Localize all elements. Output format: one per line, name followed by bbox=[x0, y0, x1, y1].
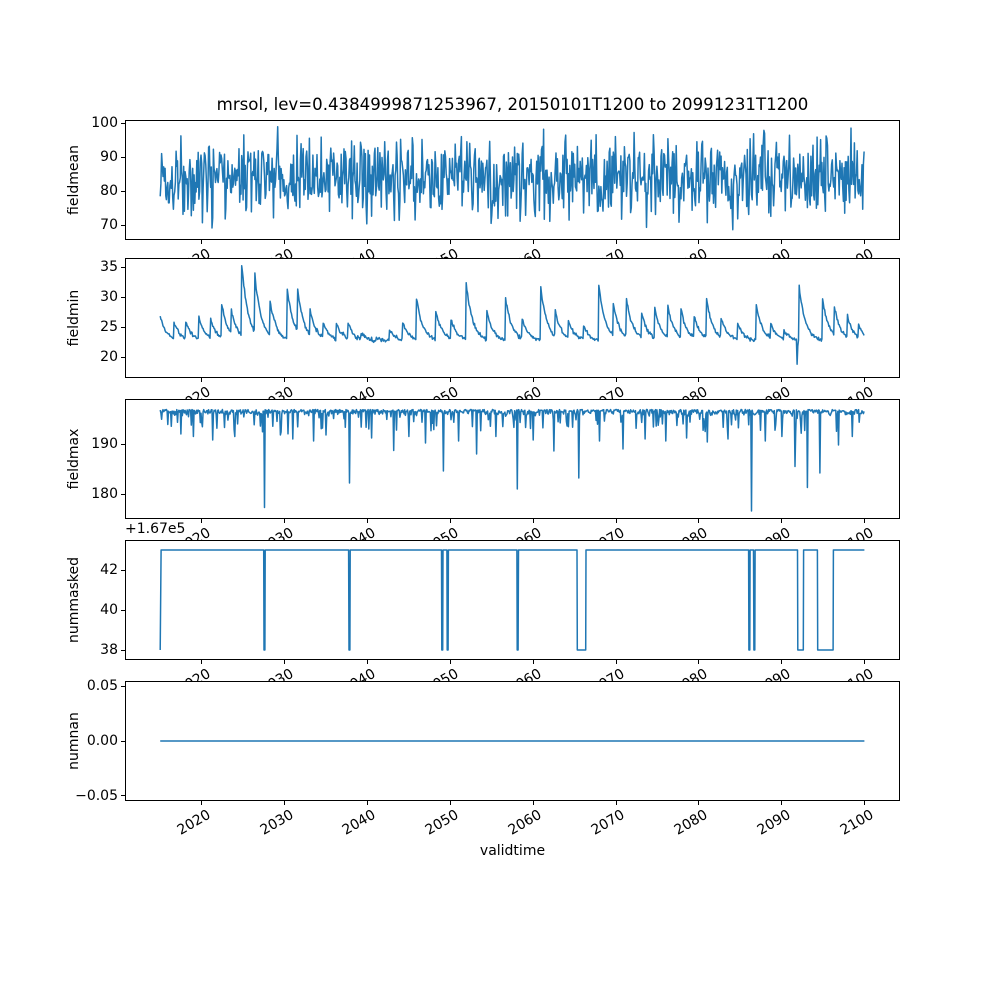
x-tick-mark bbox=[781, 378, 782, 382]
x-tick-mark bbox=[698, 660, 699, 664]
y-tick-label: 25 bbox=[100, 319, 118, 335]
x-tick-mark bbox=[781, 519, 782, 523]
y-tick-label: 38 bbox=[100, 642, 118, 658]
x-tick-mark bbox=[616, 519, 617, 523]
nummasked-plot-area bbox=[125, 540, 900, 660]
x-tick-mark bbox=[781, 240, 782, 244]
x-tick-mark bbox=[201, 378, 202, 382]
y-tick-mark bbox=[121, 444, 125, 445]
x-tick-mark bbox=[616, 660, 617, 664]
y-tick-mark bbox=[121, 123, 125, 124]
x-tick-mark bbox=[864, 240, 865, 244]
y-tick-mark bbox=[121, 795, 125, 796]
x-tick-mark bbox=[698, 378, 699, 382]
x-tick-mark bbox=[367, 801, 368, 805]
x-tick-mark bbox=[698, 240, 699, 244]
x-axis-label: validtime bbox=[479, 843, 546, 859]
fieldmax-plot-area bbox=[125, 399, 900, 519]
y-tick-mark bbox=[121, 225, 125, 226]
fieldmin-ylabel: fieldmin bbox=[66, 289, 82, 347]
y-tick-label: 190 bbox=[91, 436, 118, 452]
fieldmin-plot-area bbox=[125, 258, 900, 378]
y-tick-label: −0.05 bbox=[75, 787, 118, 804]
x-tick-mark bbox=[698, 519, 699, 523]
y-tick-label: 70 bbox=[100, 217, 118, 234]
y-tick-label: 100 bbox=[91, 115, 118, 132]
x-tick-mark bbox=[864, 801, 865, 805]
x-tick-mark bbox=[450, 801, 451, 805]
x-tick-label: 2040 bbox=[340, 806, 379, 839]
y-tick-mark bbox=[121, 327, 125, 328]
axis-offset-text: +1.67e5 bbox=[125, 521, 186, 537]
y-tick-label: 30 bbox=[100, 289, 118, 305]
fieldmean-plot-area bbox=[125, 120, 900, 240]
x-tick-mark bbox=[450, 240, 451, 244]
fieldmean-ylabel: fieldmean bbox=[66, 145, 82, 215]
x-tick-mark bbox=[533, 801, 534, 805]
y-tick-label: 0.05 bbox=[86, 678, 118, 695]
x-tick-mark bbox=[284, 240, 285, 244]
x-tick-mark bbox=[284, 378, 285, 382]
numnan-ylabel: numnan bbox=[66, 712, 82, 770]
x-tick-mark bbox=[367, 240, 368, 244]
y-tick-mark bbox=[121, 741, 125, 742]
fieldmax-ylabel: fieldmax bbox=[66, 428, 82, 490]
numnan-plot-area bbox=[125, 681, 900, 801]
fieldmax-line bbox=[160, 410, 864, 512]
x-tick-mark bbox=[450, 378, 451, 382]
x-tick-mark bbox=[450, 519, 451, 523]
y-tick-label: 180 bbox=[91, 486, 118, 502]
y-tick-mark bbox=[121, 494, 125, 495]
y-tick-label: 90 bbox=[100, 149, 118, 166]
y-tick-label: 40 bbox=[100, 602, 118, 618]
y-tick-mark bbox=[121, 297, 125, 298]
x-tick-label: 2100 bbox=[837, 806, 877, 839]
x-tick-mark bbox=[864, 660, 865, 664]
y-tick-mark bbox=[121, 357, 125, 358]
x-tick-mark bbox=[367, 378, 368, 382]
y-tick-mark bbox=[121, 686, 125, 687]
x-tick-mark bbox=[864, 519, 865, 523]
x-tick-mark bbox=[367, 519, 368, 523]
x-tick-mark bbox=[533, 519, 534, 523]
x-tick-label: 2030 bbox=[257, 806, 297, 839]
x-tick-mark bbox=[284, 660, 285, 664]
y-tick-mark bbox=[121, 267, 125, 268]
x-tick-mark bbox=[781, 801, 782, 805]
x-tick-label: 2020 bbox=[174, 806, 214, 839]
x-tick-mark bbox=[781, 660, 782, 664]
x-tick-label: 2050 bbox=[422, 806, 462, 839]
nummasked-line bbox=[160, 550, 864, 650]
x-tick-mark bbox=[201, 240, 202, 244]
x-tick-mark bbox=[698, 801, 699, 805]
y-tick-label: 20 bbox=[100, 349, 118, 365]
nummasked-ylabel: nummasked bbox=[66, 557, 82, 644]
x-tick-mark bbox=[864, 378, 865, 382]
x-tick-mark bbox=[201, 801, 202, 805]
x-tick-mark bbox=[616, 378, 617, 382]
x-tick-mark bbox=[450, 660, 451, 664]
plot-title: mrsol, lev=0.4384999871253967, 20150101T1200 to 20991231T1200 bbox=[216, 95, 809, 114]
y-tick-label: 35 bbox=[100, 259, 118, 275]
x-tick-label: 2080 bbox=[671, 806, 711, 839]
y-tick-mark bbox=[121, 157, 125, 158]
x-tick-mark bbox=[533, 660, 534, 664]
x-tick-label: 2090 bbox=[754, 806, 794, 839]
y-tick-mark bbox=[121, 610, 125, 611]
x-tick-mark bbox=[284, 801, 285, 805]
y-tick-mark bbox=[121, 650, 125, 651]
x-tick-mark bbox=[367, 660, 368, 664]
fieldmean-line bbox=[160, 127, 864, 230]
x-tick-mark bbox=[201, 660, 202, 664]
x-tick-mark bbox=[533, 378, 534, 382]
x-tick-mark bbox=[616, 240, 617, 244]
y-tick-label: 42 bbox=[100, 562, 118, 578]
y-tick-mark bbox=[121, 191, 125, 192]
y-tick-label: 80 bbox=[100, 183, 118, 200]
x-tick-label: 2060 bbox=[505, 806, 545, 839]
x-tick-mark bbox=[533, 240, 534, 244]
x-tick-label: 2070 bbox=[588, 806, 628, 839]
x-tick-mark bbox=[201, 519, 202, 523]
fieldmin-line bbox=[160, 266, 864, 364]
y-tick-label: 0.00 bbox=[86, 733, 118, 749]
x-tick-mark bbox=[616, 801, 617, 805]
y-tick-mark bbox=[121, 570, 125, 571]
x-tick-mark bbox=[284, 519, 285, 523]
